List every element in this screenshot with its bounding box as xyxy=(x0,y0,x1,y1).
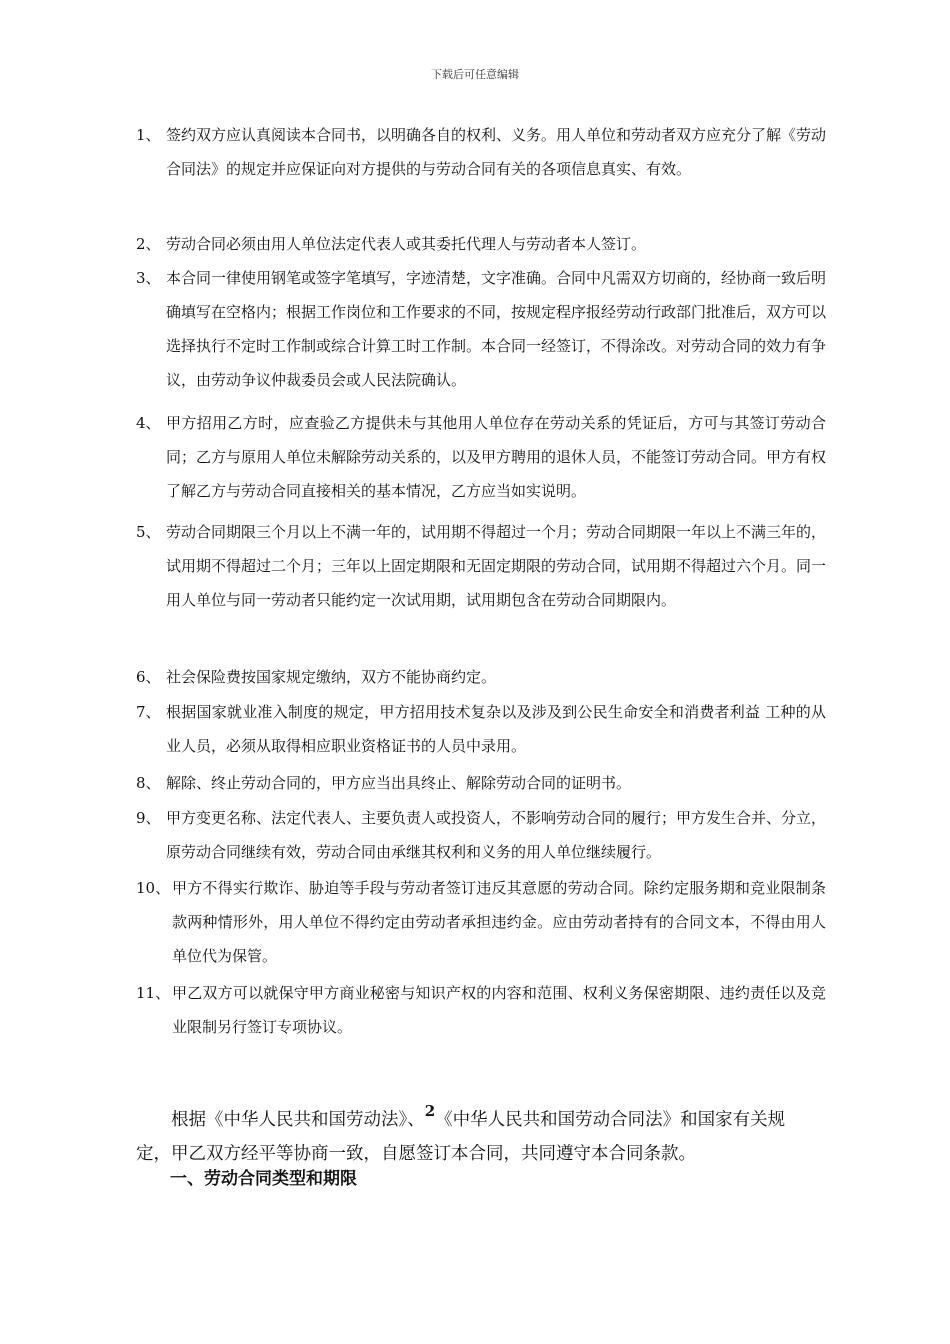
item-number: 9、 xyxy=(136,809,161,827)
list-item xyxy=(136,660,826,694)
item-number: 6、 xyxy=(136,668,161,686)
list-item xyxy=(136,515,826,617)
list-item xyxy=(136,976,826,1044)
page-header-note: 下载后可任意编辑 xyxy=(431,68,519,81)
item-text: 本合同一律使用钢笔或签字笔填写，字迹清楚，文字准确。合同中凡需双方切商的，经协商一致后明确填写在空格内；根据工作岗位和工作要求的不同，按规定程序报经劳动行政部门批准后，双方可以选择执行不定时工作制或综合计算工时工作制。本合同一经签订，不得涂改。对劳动合同的效力有争议，由劳动争议仲裁委员会或人民法院确认。 xyxy=(166,269,827,389)
item-number: 3、 xyxy=(136,269,161,287)
list-item xyxy=(136,871,826,973)
item-text: 根据国家就业准入制度的规定，甲方招用技术复杂以及涉及到公民生命安全和消费者利益 工种的从业人员，必须从取得相应职业资格证书的人员中录用。 xyxy=(166,703,826,755)
item-number: 1、 xyxy=(136,126,161,144)
item-number: 2、 xyxy=(136,235,161,253)
item-text: 甲乙双方可以就保守甲方商业秘密与知识产权的内容和范围、权利义务保密期限、违约责任以及竞业限制另行签订专项协议。 xyxy=(172,984,826,1036)
list-item xyxy=(136,801,826,869)
page-number: 2 xyxy=(424,1102,436,1120)
list-item xyxy=(136,118,826,186)
item-number: 8、 xyxy=(136,774,161,792)
preamble-part-2: 《中华人民共和国劳动合同法》和国家有关规定，甲乙双方经平等协商一致，自愿签订本合同，共同遵守本合同条款。 xyxy=(136,1110,786,1164)
list-item xyxy=(136,766,826,800)
section-heading: 一、劳动合同类型和期限 xyxy=(170,1169,357,1189)
item-text: 甲方招用乙方时，应查验乙方提供未与其他用人单位存在劳动关系的凭证后，方可与其签订劳动合同；乙方与原用人单位未解除劳动关系的，以及甲方聘用的退休人员，不能签订劳动合同。甲方有权了解乙方与劳动合同直接相关的基本情况，乙方应当如实说明。 xyxy=(166,414,827,500)
list-item xyxy=(136,695,826,763)
item-text: 签约双方应认真阅读本合同书，以明确各自的权利、义务。用人单位和劳动者双方应充分了解《劳动合同法》的规定并应保证向对方提供的与劳动合同有关的各项信息真实、有效。 xyxy=(166,126,827,178)
item-text: 社会保险费按国家规定缴纳，双方不能协商约定。 xyxy=(166,668,497,686)
contract-preamble xyxy=(136,1094,816,1171)
list-item xyxy=(136,406,826,508)
list-item xyxy=(136,227,826,261)
item-text: 甲方变更名称、法定代表人、主要负责人或投资人，不影响劳动合同的履行；甲方发生合并、分立，原劳动合同继续有效，劳动合同由承继其权利和义务的用人单位继续履行。 xyxy=(166,809,827,861)
item-text: 劳动合同必须由用人单位法定代表人或其委托代理人与劳动者本人签订。 xyxy=(166,235,647,253)
item-text: 劳动合同期限三个月以上不满一年的，试用期不得超过一个月；劳动合同期限一年以上不满三年的，试用期不得超过二个月；三年以上固定期限和无固定期限的劳动合同，试用期不得超过六个月。同一用人单位与同一劳动者只能约定一次试用期，试用期包含在劳动合同期限内。 xyxy=(166,523,827,609)
list-item xyxy=(136,261,826,397)
item-text: 解除、终止劳动合同的，甲方应当出具终止、解除劳动合同的证明书。 xyxy=(166,774,632,792)
item-number: 5、 xyxy=(136,523,161,541)
item-text: 甲方不得实行欺诈、胁迫等手段与劳动者签订违反其意愿的劳动合同。除约定服务期和竞业限制条款两种情形外，用人单位不得约定由劳动者承担违约金。应由劳动者持有的合同文本，不得由用人单位代为保管。 xyxy=(172,879,826,965)
item-number: 7、 xyxy=(136,703,161,721)
preamble-part-1: 根据《中华人民共和国劳动法》、 xyxy=(171,1110,425,1130)
item-number: 10、 xyxy=(136,879,171,897)
item-number: 11、 xyxy=(136,984,171,1002)
item-number: 4、 xyxy=(136,414,161,432)
